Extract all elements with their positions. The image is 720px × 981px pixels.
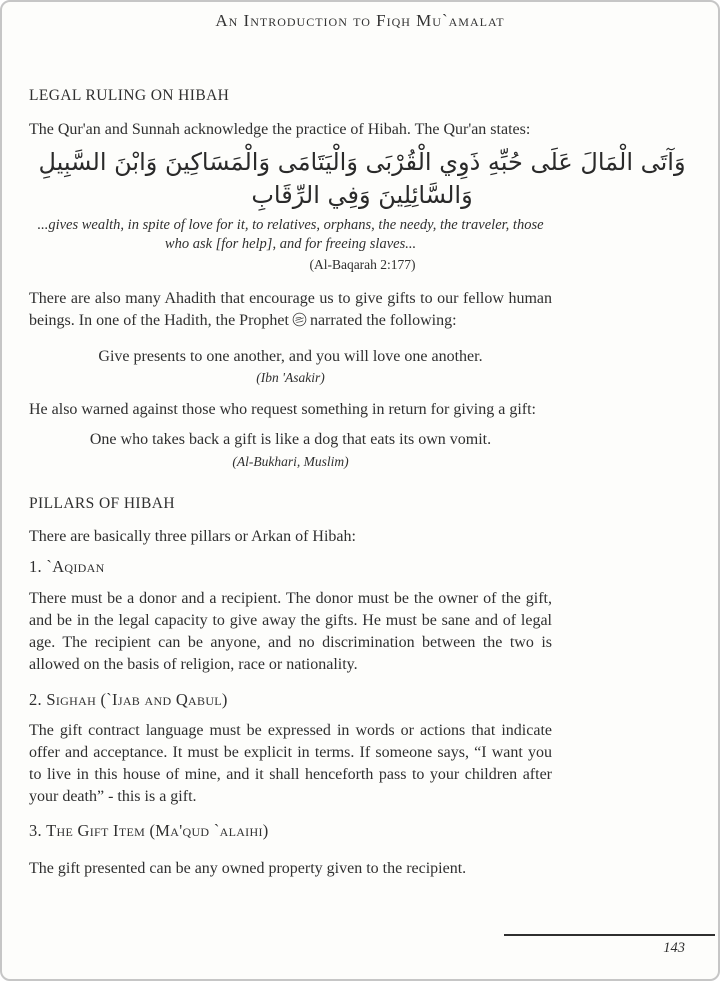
- pillar-body-aqidan: There must be a donor and a recipient. The donor must be the owner of the gift, and be in the legal capacity to give away the gifts. He must be sane and of legal age. The recipient can be anyone, and no discrimination between the two is allowed on the basis of religion, race or nationality.: [29, 590, 552, 673]
- ahadith-intro-text-post: narrated the following:: [309, 312, 457, 329]
- section-heading-pillars: PILLARS OF HIBAH: [29, 495, 175, 512]
- pillar-body-gift-item: The gift presented can be any owned property given to the recipient.: [29, 860, 467, 877]
- quran-translation: [29, 216, 552, 254]
- pillar-heading-sighah: 2. Sighah (`Ijab and Qabul): [29, 690, 228, 709]
- ahadith-intro-paragraph: [29, 288, 552, 334]
- hadith-quote-1: Give presents to one another, and you will love one another.: [98, 348, 483, 365]
- quran-verse-arabic-line2: وَالسَّائِلِينَ وَفِي الرِّقَابِ: [251, 181, 473, 209]
- hadith-source-2: (Al-Bukhari, Muslim): [232, 454, 349, 469]
- running-header: An Introduction to Fiqh Mu`amalat: [215, 11, 505, 30]
- ahadith-intro-text-pre: There are also many Ahadith that encourage us to give gifts to our fellow human beings. In one of the Hadith, the Prophet: [29, 290, 552, 329]
- quran-translation-line1: ...gives wealth, in spite of love for it, to relatives, orphans, the needy, the traveler, those: [37, 217, 544, 233]
- pillar-heading-gift-item: 3. The Gift Item (Ma'qud `alaihi): [29, 821, 269, 840]
- pbuh-icon: [292, 312, 307, 334]
- quran-verse-arabic: [32, 146, 692, 212]
- warning-intro: He also warned against those who request something in return for giving a gift:: [29, 401, 536, 418]
- pillar-heading-aqidan: 1. `Aqidan: [29, 557, 105, 576]
- hadith-source-1: (Ibn 'Asakir): [256, 370, 325, 385]
- section-heading-legal-ruling: LEGAL RULING ON HIBAH: [29, 87, 230, 104]
- legal-ruling-intro: The Qur'an and Sunnah acknowledge the practice of Hibah. The Qur'an states:: [29, 121, 531, 138]
- footer-rule: [504, 934, 715, 936]
- quran-verse-arabic-line1: وَآتَى الْمَالَ عَلَى حُبِّهِ ذَوِي الْقُرْبَى وَالْيَتَامَى وَالْمَسَاكِينَ وَابْنَ السَّبِيلِ: [38, 148, 686, 176]
- hadith-quote-2: One who takes back a gift is like a dog that eats its own vomit.: [89, 431, 492, 448]
- pillars-intro: There are basically three pillars or Arkan of Hibah:: [29, 528, 356, 545]
- quran-citation: (Al-Baqarah 2:177): [309, 257, 416, 272]
- quran-translation-line2: who ask [for help], and for freeing slaves...: [164, 236, 417, 252]
- page-number: 143: [663, 940, 685, 956]
- pillar-body-sighah: The gift contract language must be expressed in words or actions that indicate offer and acceptance. It must be explicit in terms. If someone says, “I want you to live in this house of mine, and it shall henceforth pass to your children after your death” - this is a gift.: [29, 722, 552, 805]
